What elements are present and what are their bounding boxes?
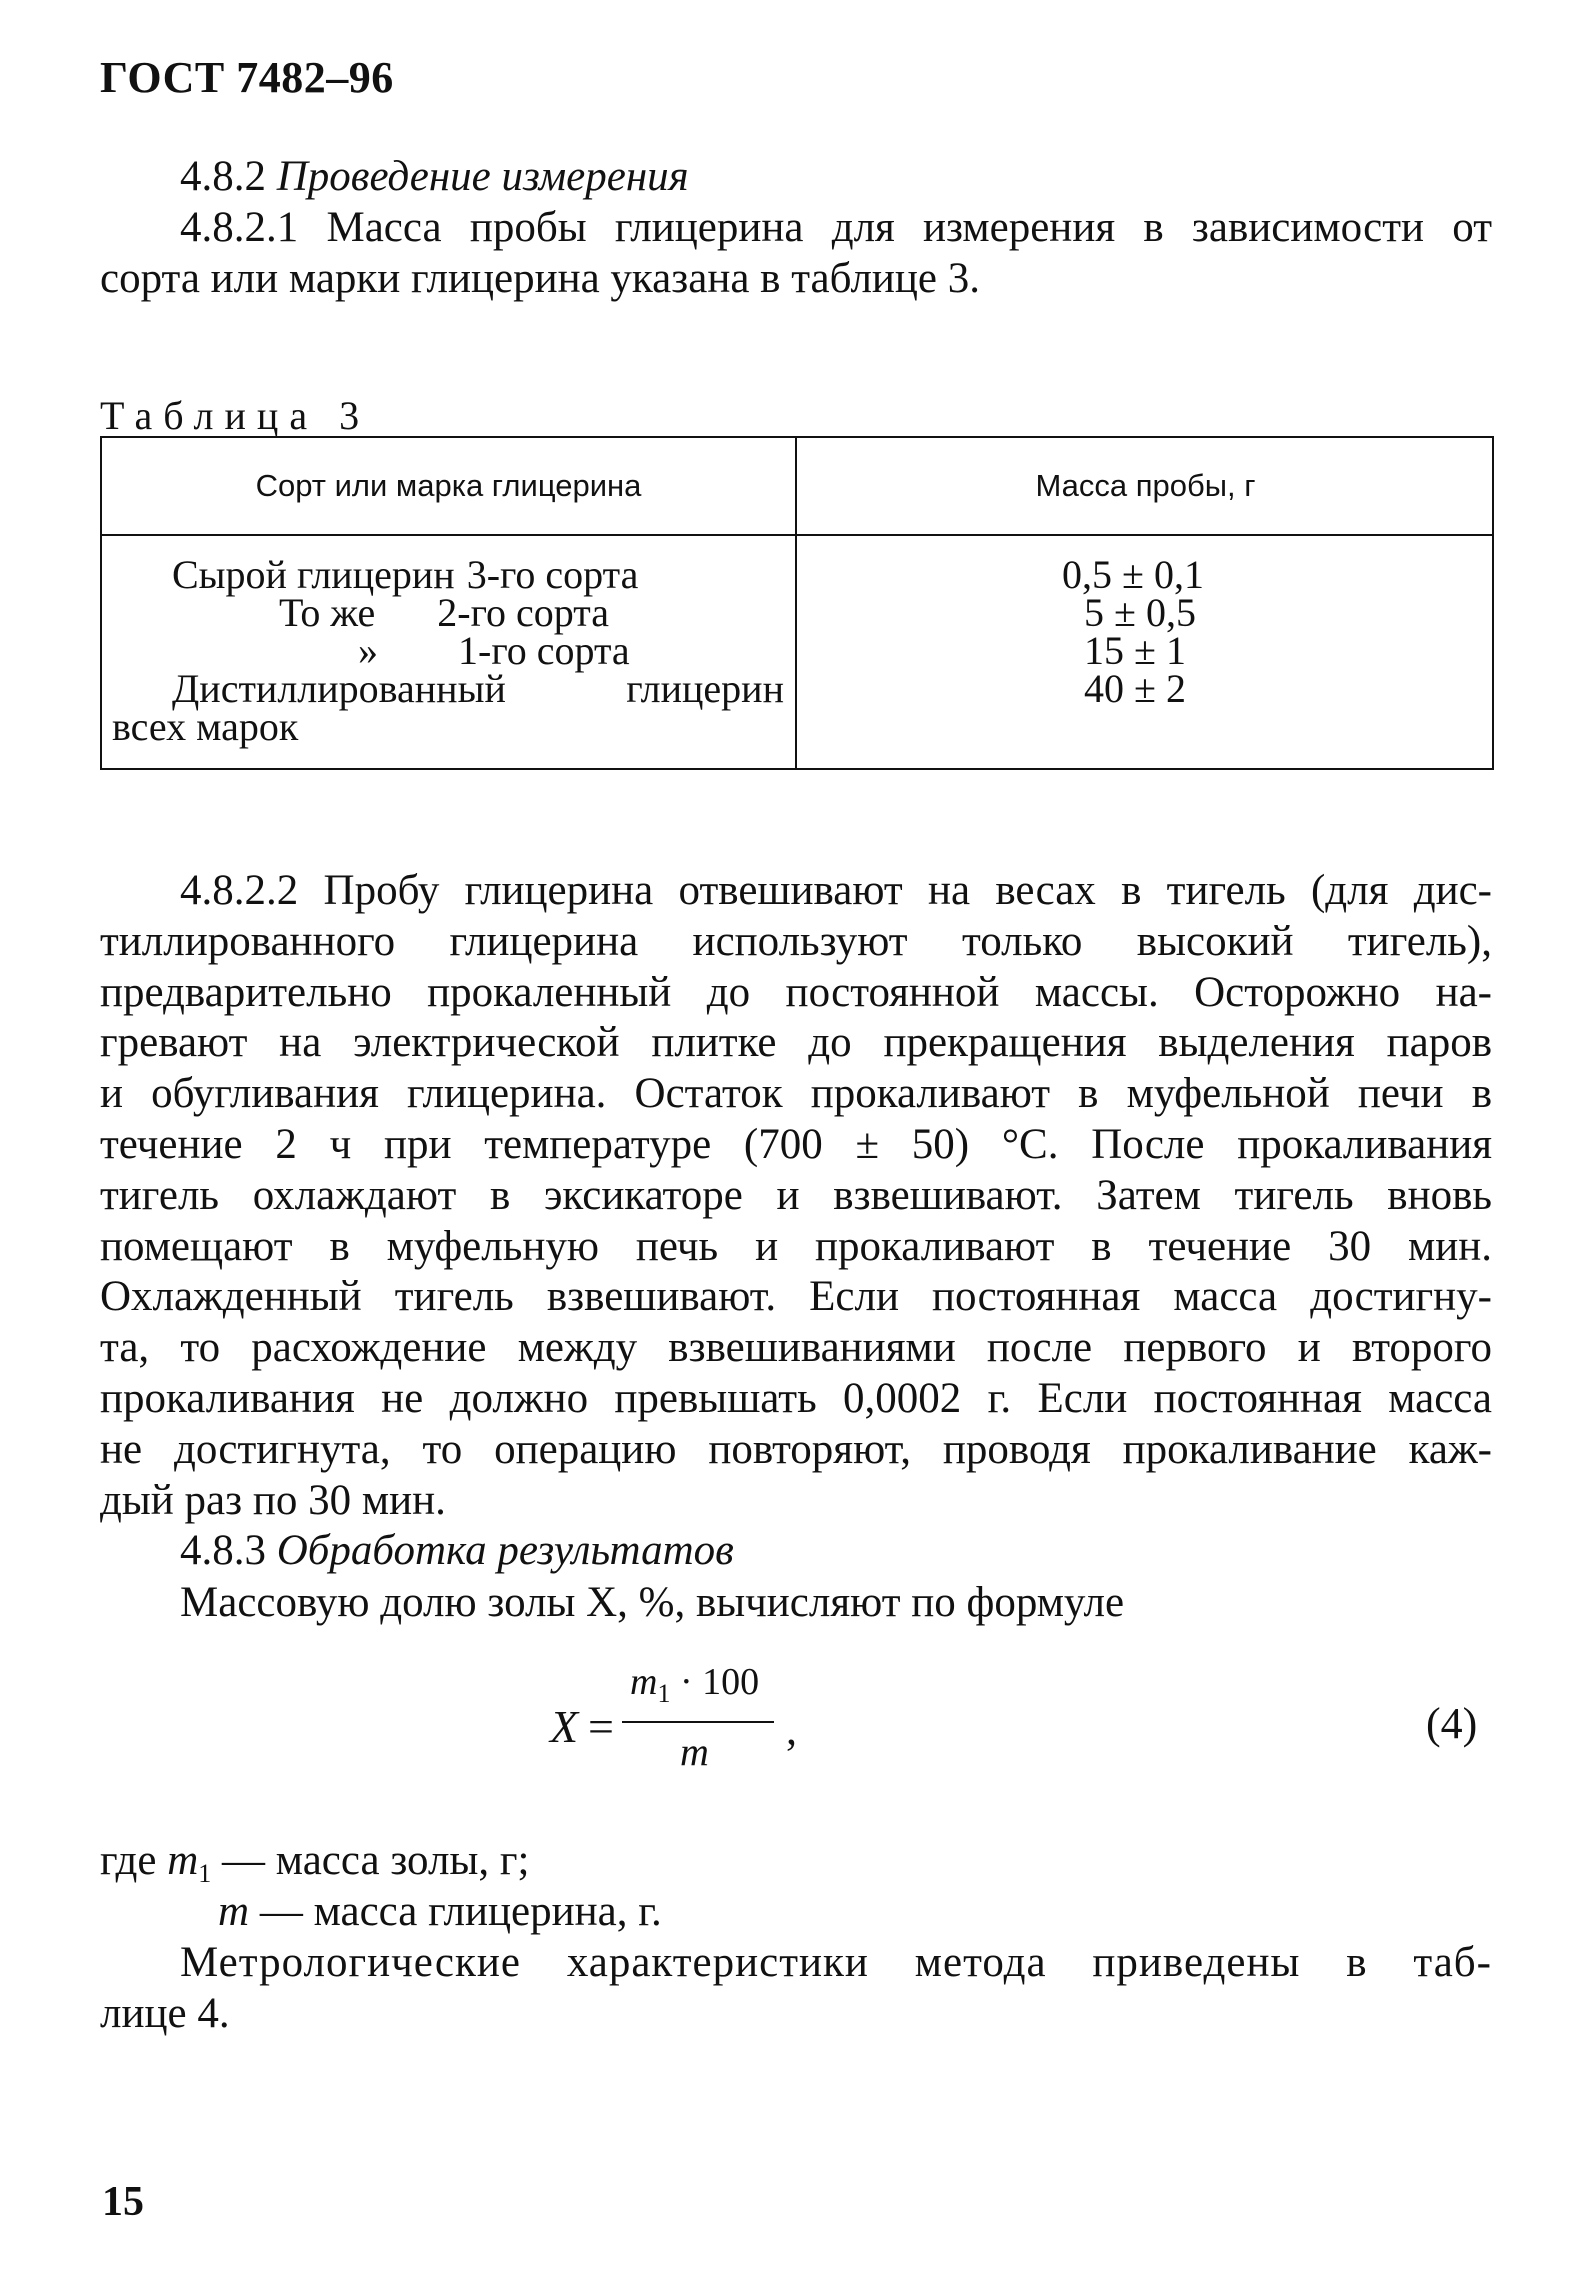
table-caption: Таблица 3 <box>100 393 371 438</box>
table-cell-grade: То же 2-го сорта <box>279 590 609 635</box>
section-number: 4.8.3 <box>180 1527 266 1574</box>
section-title: Обработка результатов <box>276 1527 734 1574</box>
table-3 <box>100 436 1494 770</box>
paragraph-line: прокаливания не должно превышать 0,0002 г. Если постоянная масса <box>100 1375 1492 1422</box>
paragraph-line: дый раз по 30 мин. <box>100 1476 446 1524</box>
paragraph-line: Охлажденный тигель взвешивают. Если постоянная масса достигну- <box>100 1273 1492 1321</box>
table-cell-grade: Сырой глицерин 3-го сорта <box>172 552 639 597</box>
formula-equals: = <box>588 1701 614 1752</box>
paragraph-line: течение 2 ч при температуре (700 ± 50) °С. После прокаливания <box>100 1121 1492 1168</box>
document-header: ГОСТ 7482–96 <box>100 53 394 102</box>
formula-comma: , <box>786 1705 797 1754</box>
section-number: 4.8.2 <box>180 153 266 200</box>
paragraph-4-8-2-1-line-2: сорта или марки глицерина указана в таблице 3. <box>100 255 981 302</box>
formula-lhs: X <box>550 1701 579 1752</box>
paragraph-line: предварительно прокаленный до постоянной массы. Осторожно на- <box>100 968 1492 1016</box>
formula-intro: Массовую долю золы X, %, вычисляют по формуле <box>180 1579 1125 1626</box>
table-cell-mass: 15 ± 1 <box>1084 628 1186 673</box>
table-cell-grade: » 1-го сорта <box>358 628 630 673</box>
formula-denominator: m <box>680 1729 709 1774</box>
table-cell-mass: 0,5 ± 0,1 <box>1062 552 1204 597</box>
table-cell-mass: 40 ± 2 <box>1084 666 1186 711</box>
paragraph-line: помещают в муфельную печь и прокаливают в течение 30 мин. <box>100 1222 1492 1270</box>
paragraph-line: не достигнута, то операцию повторяют, проводя прокаливание каж- <box>100 1425 1492 1473</box>
paragraph-line: и обугливания глицерина. Остаток прокаливают в муфельной печи в <box>100 1070 1492 1118</box>
table-cell-grade: всех марок <box>112 704 299 749</box>
formula-number: (4) <box>1426 1699 1478 1748</box>
paragraph-metrology-line-2: лице 4. <box>100 1990 230 2037</box>
paragraph-metrology-line-1: Метрологические характеристики метода приведены в таб- <box>180 1939 1492 1986</box>
section-title: Проведение измерения <box>276 153 689 200</box>
where-m: m — масса глицерина, г. <box>218 1888 662 1935</box>
table-cell-mass: 5 ± 0,5 <box>1084 590 1196 635</box>
paragraph-line: 4.8.2.2 Пробу глицерина отвешивают на весах в тигель (для дис- <box>180 867 1492 914</box>
section-heading-4-8-2 <box>180 152 689 202</box>
paragraph-line: тигель охлаждают в эксикаторе и взвешивают. Затем тигель вновь <box>100 1171 1492 1219</box>
paragraph-line: тиллированного глицерина используют только высокий тигель), <box>100 917 1492 965</box>
fraction-bar <box>622 1721 774 1723</box>
paragraph-line: та, то расхождение между взвешиваниями после первого и второго <box>100 1324 1492 1372</box>
where-m1: где $m_1$ — масса золы, г; <box>100 1837 530 1888</box>
paragraph-4-8-2-1-line-1: 4.8.2.1 Масса пробы глицерина для измерения в зависимости от <box>180 204 1492 251</box>
formula-numerator: $m_1 \cdot 100$ <box>630 1661 760 1708</box>
table-header-divider <box>102 534 1492 536</box>
table-header-grade: Сорт или марка глицерина <box>255 468 642 503</box>
section-heading-4-8-3 <box>180 1526 734 1576</box>
page-number: 15 <box>102 2179 144 2225</box>
table-cell-grade: Дистиллированный глицерин <box>172 666 784 711</box>
table-header-mass: Масса пробы, г <box>1035 468 1256 503</box>
paragraph-line: гревают на электрической плитке до прекращения выделения паров <box>100 1019 1492 1067</box>
